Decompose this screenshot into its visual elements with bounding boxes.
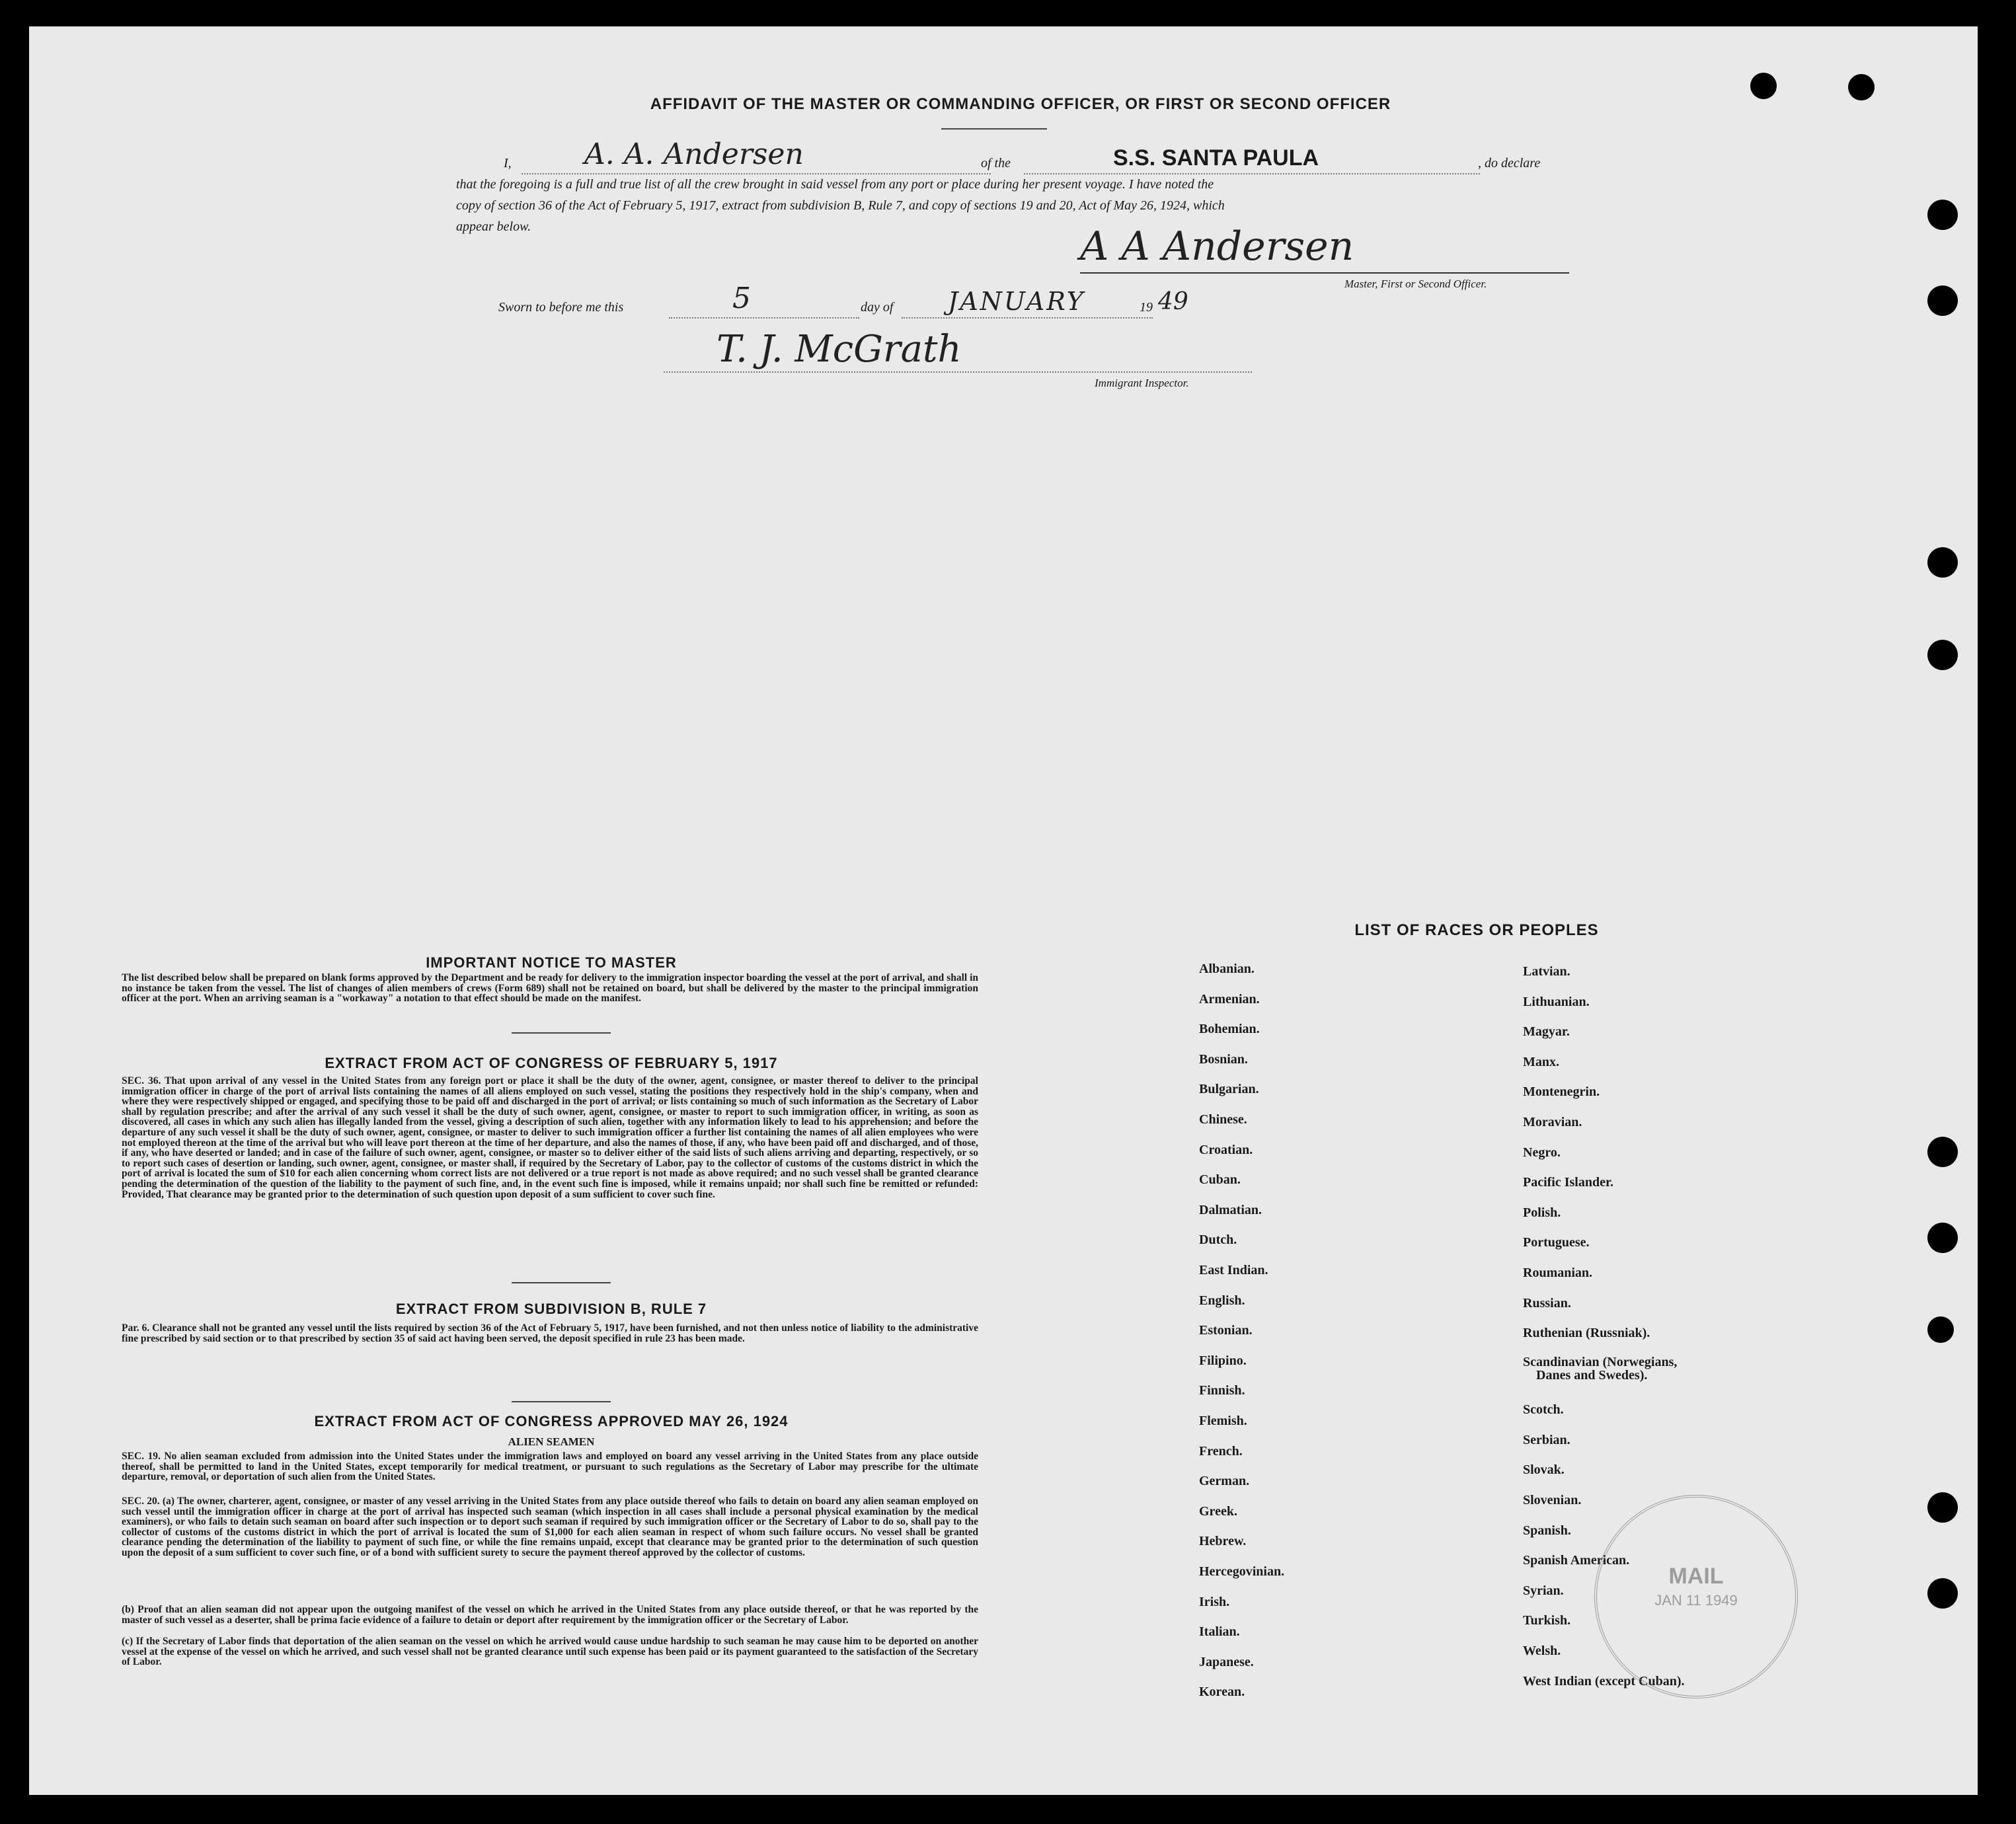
stamp-date: JAN 11 1949 — [1654, 1592, 1738, 1609]
race-item: Greek. — [1199, 1503, 1237, 1519]
punch-hole — [1927, 1492, 1958, 1523]
race-item: Estonian. — [1199, 1323, 1253, 1338]
race-item: Serbian. — [1523, 1432, 1570, 1447]
race-item: Russian. — [1523, 1295, 1571, 1311]
punch-hole — [1927, 1316, 1954, 1343]
race-item: Italian. — [1199, 1624, 1240, 1640]
race-item: Latvian. — [1523, 964, 1570, 979]
notice-heading: IMPORTANT NOTICE TO MASTER — [426, 954, 677, 971]
race-item: Lithuanian. — [1523, 994, 1590, 1009]
sworn-day: 5 — [732, 282, 751, 315]
race-item: Spanish American. — [1523, 1553, 1630, 1568]
race-item: Hebrew. — [1199, 1534, 1247, 1549]
punch-hole — [1927, 1578, 1958, 1609]
race-item: Bosnian. — [1199, 1051, 1248, 1067]
race-item: Korean. — [1199, 1685, 1245, 1700]
punch-hole — [1927, 1137, 1958, 1167]
vessel-name: S.S. SANTA PAULA — [1113, 145, 1319, 171]
inspector-signature: T. J. McGrath — [717, 328, 962, 371]
race-item: Welsh. — [1523, 1644, 1561, 1658]
race-item: Scandinavian (Norwegians, — [1523, 1355, 1678, 1370]
race-item: Montenegrin. — [1523, 1084, 1600, 1100]
stamp-mail: MAIL — [1668, 1564, 1724, 1589]
race-item: East Indian. — [1199, 1263, 1268, 1277]
race-item: Roumanian. — [1523, 1266, 1593, 1280]
extract-rule7-heading: EXTRACT FROM SUBDIVISION B, RULE 7 — [395, 1301, 707, 1317]
affidavit-line-3: copy of section 36 of the Act of February 5, 1917, extract from subdivision B, Rule 7, and copy of sections 19 and 20, Act of May 26, 1924, which — [456, 198, 1225, 213]
name-line — [522, 173, 991, 174]
race-item: Moravian. — [1523, 1115, 1582, 1129]
race-item: Slovenian. — [1523, 1493, 1582, 1507]
sworn-month: JANUARY — [948, 287, 1085, 316]
race-item: Polish. — [1523, 1205, 1561, 1220]
signature-line — [1080, 272, 1569, 274]
race-item: Ruthenian (Russniak). — [1523, 1326, 1650, 1341]
race-item: Chinese. — [1199, 1112, 1247, 1127]
punch-hole — [1927, 285, 1958, 316]
races-heading: LIST OF RACES OR PEOPLES — [1354, 921, 1599, 939]
race-item: German. — [1199, 1474, 1250, 1489]
divider — [512, 1282, 611, 1283]
year-prefix: 19 — [1140, 300, 1153, 315]
race-item: Japanese. — [1199, 1654, 1254, 1669]
race-item: Irish. — [1199, 1594, 1230, 1609]
race-item: Spanish. — [1523, 1523, 1571, 1538]
day-of-label: day of — [861, 300, 894, 315]
master-name: A. A. Andersen — [584, 137, 804, 171]
race-item: Pacific Islander. — [1523, 1175, 1614, 1190]
master-signature: A A Andersen — [1080, 223, 1354, 270]
race-item: Albanian. — [1199, 962, 1255, 976]
sec20c-text: (c) If the Secretary of Labor finds that deportation of the alien seaman on the vessel on which he arrived would cause undue hardship to such seaman he may cause him to be deported on another vessel at the expense of the vessel on which he arrived, and such vessel shall not be granted clearance until such expense has been paid or its payment guaranteed to the satisfaction of the Secretary of Labor. — [122, 1636, 978, 1668]
race-item: Armenian. — [1199, 991, 1260, 1007]
race-item: Flemish. — [1199, 1414, 1247, 1428]
divider — [941, 128, 1047, 130]
punch-hole — [1848, 74, 1875, 100]
affidavit-title: AFFIDAVIT OF THE MASTER OR COMMANDING OFFICER, OR FIRST OR SECOND OFFICER — [650, 95, 1391, 113]
sworn-label: Sworn to before me this — [498, 300, 624, 315]
inspector-line — [664, 371, 1252, 373]
race-item: Bulgarian. — [1199, 1082, 1259, 1097]
punch-hole — [1927, 200, 1958, 230]
do-declare-label: , do declare — [1478, 156, 1541, 171]
race-item: Syrian. — [1523, 1583, 1564, 1598]
race-item: Dalmatian. — [1199, 1202, 1262, 1217]
extract-rule7-text: Par. 6. Clearance shall not be granted any vessel until the lists required by section 36 of the Act of February 5, 1917, have been furnished, and not then unless notice of liability to the administrative fine prescribed by said section or to that prescribed by section 35 of said act having been served, the deposit specified in rule 23 has been made. — [122, 1322, 978, 1344]
race-item: English. — [1199, 1293, 1245, 1308]
extract-1917-heading: EXTRACT FROM ACT OF CONGRESS OF FEBRUARY 5, 1917 — [325, 1055, 778, 1071]
document-page — [29, 26, 1978, 1795]
punch-hole — [1927, 640, 1958, 670]
affidavit-line-2: that the foregoing is a full and true list of all the crew brought in said vessel from any port or place during her present voyage. I have noted the — [456, 177, 1214, 192]
year-suffix: 49 — [1158, 288, 1188, 315]
race-item: Slovak. — [1523, 1463, 1565, 1478]
race-item: Scotch. — [1523, 1402, 1564, 1418]
race-item: Dutch. — [1199, 1233, 1237, 1248]
race-item: Manx. — [1523, 1054, 1559, 1069]
race-item: West Indian (except Cuban). — [1523, 1673, 1685, 1689]
race-item: Bohemian. — [1199, 1022, 1260, 1037]
race-item: Turkish. — [1523, 1613, 1571, 1628]
sec20a-text: SEC. 20. (a) The owner, charterer, agent, consignee, or master of any vessel arriving in the United States from any place outside thereof who fails to detain on board any alien seaman employed on such vessel until the immigration officer in charge at the port of arrival has inspected such seaman (which inspection in all cases shall include a personal physical examination by the medical examiners), or who fails to detain such seaman on board after such inspection or to deport such seaman if required by such immigration officer or the Secretary of Labor to do so, shall pay to the collector of customs of the customs district in which the port of arrival is located the sum of $1,000 for each alien seaman in respect of whom such failure occurs. No vessel shall be granted clearance pending the determination of the liability to payment of such fine, or while the fine remains unpaid, except that clearance may be granted prior to the determination of such question upon the deposit of a sum sufficient to cover such fine, or of a bond with sufficient surety to secure the payment thereof approved by the collector of customs. — [122, 1496, 978, 1558]
day-line — [669, 317, 859, 319]
extract-1917-text: SEC. 36. That upon arrival of any vessel in the United States from any foreign port or place it shall be the duty of the owner, agent, consignee, or master thereof to deliver to the principal immigration officer in charge of the port of arrival lists containing the names of all aliens employed on such vessel, stating the positions they respectively hold in the ship's company, when and where they were respectively shipped or engaged, and specifying those to be paid off and discharged in the port of arrival; or lists containing so much of such information as the Secretary of Labor shall by regulation prescribe; and after the arrival of any such vessel it shall be the duty of such owner, agent, consignee, or master to report to such immigration officer, in writing, as soon as discovered, all cases in which any such alien has illegally landed from the vessel, giving a description of such alien, together with any information likely to lead to his apprehension; and before the departure of any such vessel it shall be the duty of such owner, agent, consignee, or master to deliver to such immigration officer a further list containing the names of all alien employees who were not employed thereon at the time of the arrival but who will leave port thereon at the time of her departure, and also the names of those, if any, who have been paid off and discharged, and of those, if any, who have deserted or landed; and in case of the failure of such owner, agent, consignee, or master so to deliver either of the said lists of such aliens arriving and departing, respectively, or so to report such cases of desertion or landing, such owner, agent, consignee, or master shall, if required by the Secretary of Labor, pay to the collector of customs of the customs district in which the port of arrival is located the sum of $10 for each alien concerning whom correct lists are not delivered or a true report is not made as above required; and no such vessel shall be granted clearance pending the determination of the question of the liability to the payment of such fine, and, in the event such fine is imposed, while it remains unpaid; nor shall such fine be remitted or refunded: Provided, That clearance may be granted prior to the determination of such question upon deposit of a sum sufficient to cover such fine. — [122, 1075, 978, 1200]
alien-seamen-subheading: ALIEN SEAMEN — [508, 1435, 595, 1448]
race-item: Finnish. — [1199, 1383, 1245, 1398]
race-item: Magyar. — [1523, 1024, 1570, 1040]
race-item: French. — [1199, 1443, 1243, 1459]
race-item: Portuguese. — [1523, 1235, 1590, 1250]
punch-hole — [1750, 73, 1777, 99]
extract-1924-heading: EXTRACT FROM ACT OF CONGRESS APPROVED MAY 26, 1924 — [314, 1413, 789, 1429]
race-item: Danes and Swedes). — [1536, 1368, 1648, 1383]
race-item: Hercegovinian. — [1199, 1564, 1285, 1579]
month-line — [902, 317, 1153, 319]
mail-stamp — [1594, 1495, 1798, 1698]
vessel-line — [1024, 173, 1480, 174]
sec20b-text: (b) Proof that an alien seaman did not appear upon the outgoing manifest of the vessel on which he arrived in the United States from any place outside thereof, or that he was reported by the master of such vessel as a deserter, shall be prima facie evidence of a failure to detain or deport after requirement by the immigration officer or the Secretary of Labor. — [122, 1604, 978, 1626]
signature-caption: Master, First or Second Officer. — [1344, 278, 1487, 290]
i-label: I, — [504, 156, 512, 171]
notice-text: The list described below shall be prepared on blank forms approved by the Department and be ready for delivery to the immigration inspector boarding the vessel at the port of arrival, and shall in no instance be taken from the vessel. The list of changes of alien members of crews (Form 689) shall not be retained on board, but shall be delivered by the master to the principal immigration officer at the port. When an arriving seaman is a "workaway" a notation to that effect should be made on the manifest. — [122, 972, 978, 1005]
race-item: Negro. — [1523, 1145, 1561, 1160]
divider — [512, 1032, 611, 1034]
of-the-label: of the — [981, 156, 1011, 171]
race-item: Filipino. — [1199, 1353, 1247, 1368]
sec19-text: SEC. 19. No alien seaman excluded from admission into the United States under the immigration laws and employed on board any vessel arriving in the United States from any place outside thereof, shall be permitted to land in the United States, except temporarily for medical treatment, or pursuant to such regulations as the Secretary of Labor may prescribe for the ultimate departure, removal, or deportation of such alien from the United States. — [122, 1451, 978, 1483]
race-item: Cuban. — [1199, 1172, 1241, 1188]
race-item: Croatian. — [1199, 1142, 1253, 1157]
punch-hole — [1927, 547, 1958, 578]
punch-hole — [1927, 1223, 1958, 1253]
races-column-1 — [1199, 961, 1477, 1728]
divider — [512, 1401, 611, 1402]
affidavit-line-4: appear below. — [456, 219, 531, 234]
inspector-caption: Immigrant Inspector. — [1095, 377, 1189, 389]
